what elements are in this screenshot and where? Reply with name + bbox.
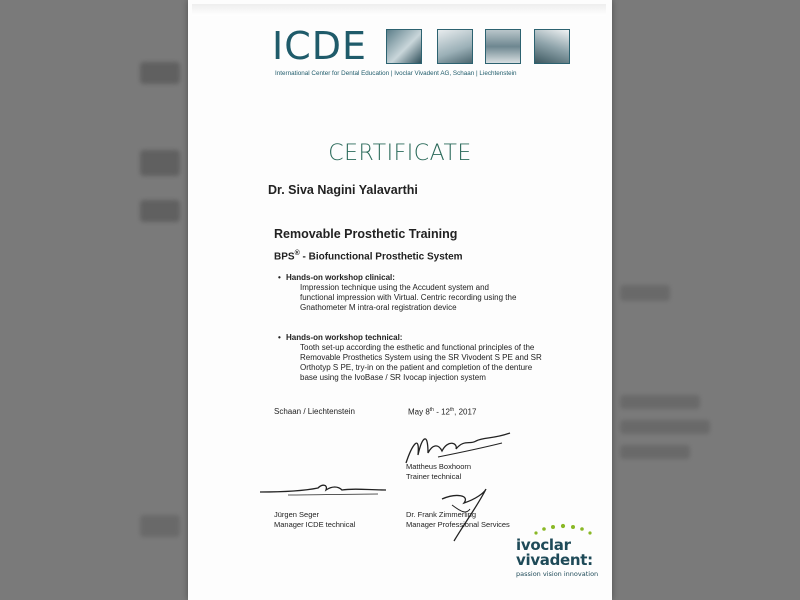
workshop-technical-section	[286, 333, 542, 383]
signature-seger	[258, 478, 388, 502]
workshop-heading: • Hands-on workshop technical:	[286, 333, 542, 343]
building-photo-icon	[386, 29, 422, 64]
signatory-zimmerling: Dr. Frank Zimmerling Manager Professional Services	[406, 510, 510, 529]
workshop-line: Tooth set-up according the esthetic and functional principles of the	[300, 343, 535, 352]
workshop-line: Gnathometer M intra-oral registration device	[300, 303, 457, 312]
workshop-line: functional impression with Virtual. Centric recording using the	[300, 293, 517, 302]
signatory-boxhoorn: Mattheus Boxhoorn Trainer technical	[406, 462, 472, 481]
workshop-line: Removable Prosthetics System using the SR Vivodent S PE and SR	[300, 353, 542, 362]
top-band	[192, 4, 606, 16]
workshop-line: Impression technique using the Accudent system and	[300, 283, 489, 292]
certificate-page	[188, 0, 612, 600]
icde-logo: ICDE	[272, 24, 368, 68]
training-title: Removable Prosthetic Training	[274, 227, 458, 241]
system-title: BPS® - Biofunctional Prosthetic System	[274, 250, 463, 263]
classroom-photo-icon	[437, 29, 473, 64]
workshop-line: base using the IvoBase / SR Ivocap injection system	[300, 373, 486, 382]
lab-photo-icon	[485, 29, 521, 64]
workshop-line: Orthotyp S PE, try-in on the patient and completion of the denture	[300, 363, 533, 372]
ivoclar-vivadent-logo: ivoclar vivadent: passion vision innovation	[516, 536, 599, 578]
ivoclar-dots-icon	[530, 523, 600, 537]
signatory-seger: Jürgen Seger Manager ICDE technical	[274, 510, 356, 529]
logo-subtitle: International Center for Dental Education | Ivoclar Vivadent AG, Schaan | Liechtenstein	[275, 70, 517, 77]
certificate-title: CERTIFICATE	[328, 141, 472, 166]
workshop-heading: • Hands-on workshop clinical:	[286, 273, 516, 283]
place: Schaan / Liechtenstein	[274, 407, 355, 416]
date: May 8th - 12th, 2017	[408, 407, 477, 417]
recipient-name: Dr. Siva Nagini Yalavarthi	[268, 183, 418, 197]
workshop-clinical-section	[286, 273, 516, 313]
seminar-photo-icon	[534, 29, 570, 64]
